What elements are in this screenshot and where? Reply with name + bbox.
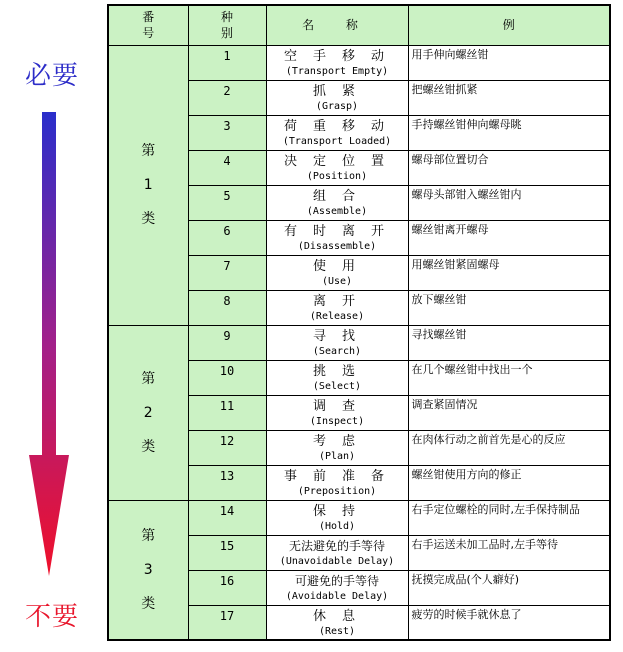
- header-row: [108, 5, 610, 45]
- header-name: 名 称: [266, 5, 408, 45]
- category-label-line: 3: [143, 561, 153, 578]
- motion-name-en: (Disassemble): [297, 241, 377, 252]
- example-cell: 把螺丝钳抓紧: [408, 80, 610, 115]
- example-cell: 疲劳的时候手就休息了: [408, 605, 610, 640]
- kind-number: 4: [188, 150, 266, 185]
- motion-name-cell: [266, 255, 408, 290]
- header-example: 例: [408, 5, 610, 45]
- category-label-line: 类: [141, 211, 156, 227]
- motion-name-cn: 无法避免的手等待: [288, 539, 385, 553]
- category-label-line: 1: [143, 177, 153, 193]
- kind-number: 17: [188, 605, 266, 640]
- motion-name-cell: [266, 360, 408, 395]
- motion-name-cn: 保持: [312, 504, 371, 519]
- example-cell: 在肉体行动之前首先是心的反应: [408, 430, 610, 465]
- example-cell: 抚摸完成品(个人癖好): [408, 570, 610, 605]
- category-label-line: 第: [141, 370, 156, 387]
- kind-number: 7: [188, 255, 266, 290]
- motion-name-cn: 寻找: [312, 329, 371, 344]
- motion-name-en: (Select): [312, 381, 362, 392]
- motion-name-cn: 空手移动: [283, 49, 400, 64]
- kind-number: 6: [188, 220, 266, 255]
- table-row: [108, 325, 610, 360]
- example-cell: 螺母头部钳入螺丝钳内: [408, 185, 610, 220]
- category-label-line: 类: [141, 595, 156, 612]
- header-number: [108, 5, 188, 45]
- kind-number: 8: [188, 290, 266, 325]
- necessity-gradient-arrow-icon: [0, 0, 100, 652]
- category-label-line: 第: [141, 143, 156, 159]
- motion-name-cell: [266, 290, 408, 325]
- motion-name-cn: 使用: [312, 259, 371, 274]
- kind-number: 5: [188, 185, 266, 220]
- motion-name-cell: [266, 325, 408, 360]
- category-label-line: 类: [141, 438, 156, 455]
- motion-name-cn: 考虑: [312, 434, 371, 449]
- motion-name-cell: [266, 605, 408, 640]
- motion-name-cn: 事前准备: [283, 469, 400, 484]
- example-cell: 螺丝钳离开螺母: [408, 220, 610, 255]
- kind-number: 13: [188, 465, 266, 500]
- table-row: [108, 45, 610, 80]
- motion-name-cn: 挑选: [312, 364, 371, 379]
- example-cell: 在几个螺丝钳中找出一个: [408, 360, 610, 395]
- category-label-line: 2: [143, 404, 153, 421]
- motion-name-cell: [266, 570, 408, 605]
- motion-name-cell: [266, 115, 408, 150]
- category-2-cell: [108, 325, 188, 500]
- motion-name-en: (Use): [321, 276, 353, 287]
- example-cell: 寻找螺丝钳: [408, 325, 610, 360]
- kind-number: 12: [188, 430, 266, 465]
- kind-number: 2: [188, 80, 266, 115]
- motion-name-en: (Transport Loaded): [282, 136, 392, 147]
- motion-name-en: (Rest): [318, 625, 356, 637]
- motion-name-cn: 有时离开: [283, 224, 400, 239]
- motion-name-cn: 组合: [312, 189, 371, 204]
- kind-number: 10: [188, 360, 266, 395]
- kind-number: 3: [188, 115, 266, 150]
- category-3-cell: [108, 500, 188, 640]
- unnecessary-label: 不要: [24, 602, 79, 632]
- motion-name-en: (Transport Empty): [285, 66, 389, 77]
- example-cell: 调查紧固情况: [408, 395, 610, 430]
- kind-number: 14: [188, 500, 266, 535]
- table-row: [108, 500, 610, 535]
- kind-number: 15: [188, 535, 266, 570]
- motion-name-cell: [266, 150, 408, 185]
- header-number-line1: 番: [142, 10, 155, 25]
- motion-name-cell: [266, 80, 408, 115]
- motion-name-cell: [266, 535, 408, 570]
- motion-name-en: (Unavoidable Delay): [279, 556, 395, 567]
- motion-name-cell: [266, 430, 408, 465]
- example-cell: 手持螺丝钳伸向螺母眺: [408, 115, 610, 150]
- kind-number: 1: [188, 45, 266, 80]
- category-label-line: 第: [141, 527, 156, 544]
- motion-name-cn: 决定位置: [283, 154, 400, 169]
- therblig-table: [107, 4, 611, 641]
- motion-name-en: (Assemble): [306, 206, 368, 217]
- motion-name-en: (Position): [306, 171, 368, 182]
- example-cell: 用手伸向螺丝钳: [408, 45, 610, 80]
- motion-name-cn: 调查: [312, 399, 371, 414]
- necessary-label: 必要: [24, 61, 79, 91]
- header-kind-line1: 种: [220, 10, 233, 25]
- motion-name-cell: [266, 465, 408, 500]
- example-cell: 螺丝钳使用方向的修正: [408, 465, 610, 500]
- motion-name-cn: 抓紧: [312, 84, 371, 99]
- motion-name-en: (Search): [312, 346, 362, 357]
- motion-name-en: (Release): [309, 311, 365, 322]
- kind-number: 9: [188, 325, 266, 360]
- motion-name-cell: [266, 220, 408, 255]
- motion-name-en: (Inspect): [309, 416, 365, 427]
- motion-name-cell: [266, 500, 408, 535]
- motion-name-en: (Plan): [318, 451, 356, 462]
- motion-name-en: (Preposition): [297, 486, 377, 497]
- motion-name-cell: [266, 395, 408, 430]
- header-kind-line2: 别: [220, 26, 233, 41]
- motion-name-cell: [266, 45, 408, 80]
- category-1-cell: [108, 45, 188, 325]
- example-cell: 右手定位螺栓的同时,左手保持制品: [408, 500, 610, 535]
- header-kind: [188, 5, 266, 45]
- motion-name-cn: 离开: [312, 294, 371, 309]
- example-cell: 右手运送未加工品时,左手等待: [408, 535, 610, 570]
- motion-name-cell: [266, 185, 408, 220]
- motion-name-cn: 可避免的手等待: [294, 574, 379, 588]
- example-cell: 螺母部位置切合: [408, 150, 610, 185]
- gradient-arrow-shape: [29, 112, 69, 576]
- header-number-line2: 号: [142, 26, 155, 41]
- motion-name-en: (Grasp): [315, 101, 359, 112]
- motion-name-en: (Hold): [318, 521, 356, 532]
- kind-number: 11: [188, 395, 266, 430]
- example-cell: 用螺丝钳紧固螺母: [408, 255, 610, 290]
- kind-number: 16: [188, 570, 266, 605]
- example-cell: 放下螺丝钳: [408, 290, 610, 325]
- motion-name-cn: 休息: [312, 608, 371, 624]
- motion-name-en: (Avoidable Delay): [285, 591, 389, 602]
- motion-name-cn: 荷重移动: [283, 119, 400, 134]
